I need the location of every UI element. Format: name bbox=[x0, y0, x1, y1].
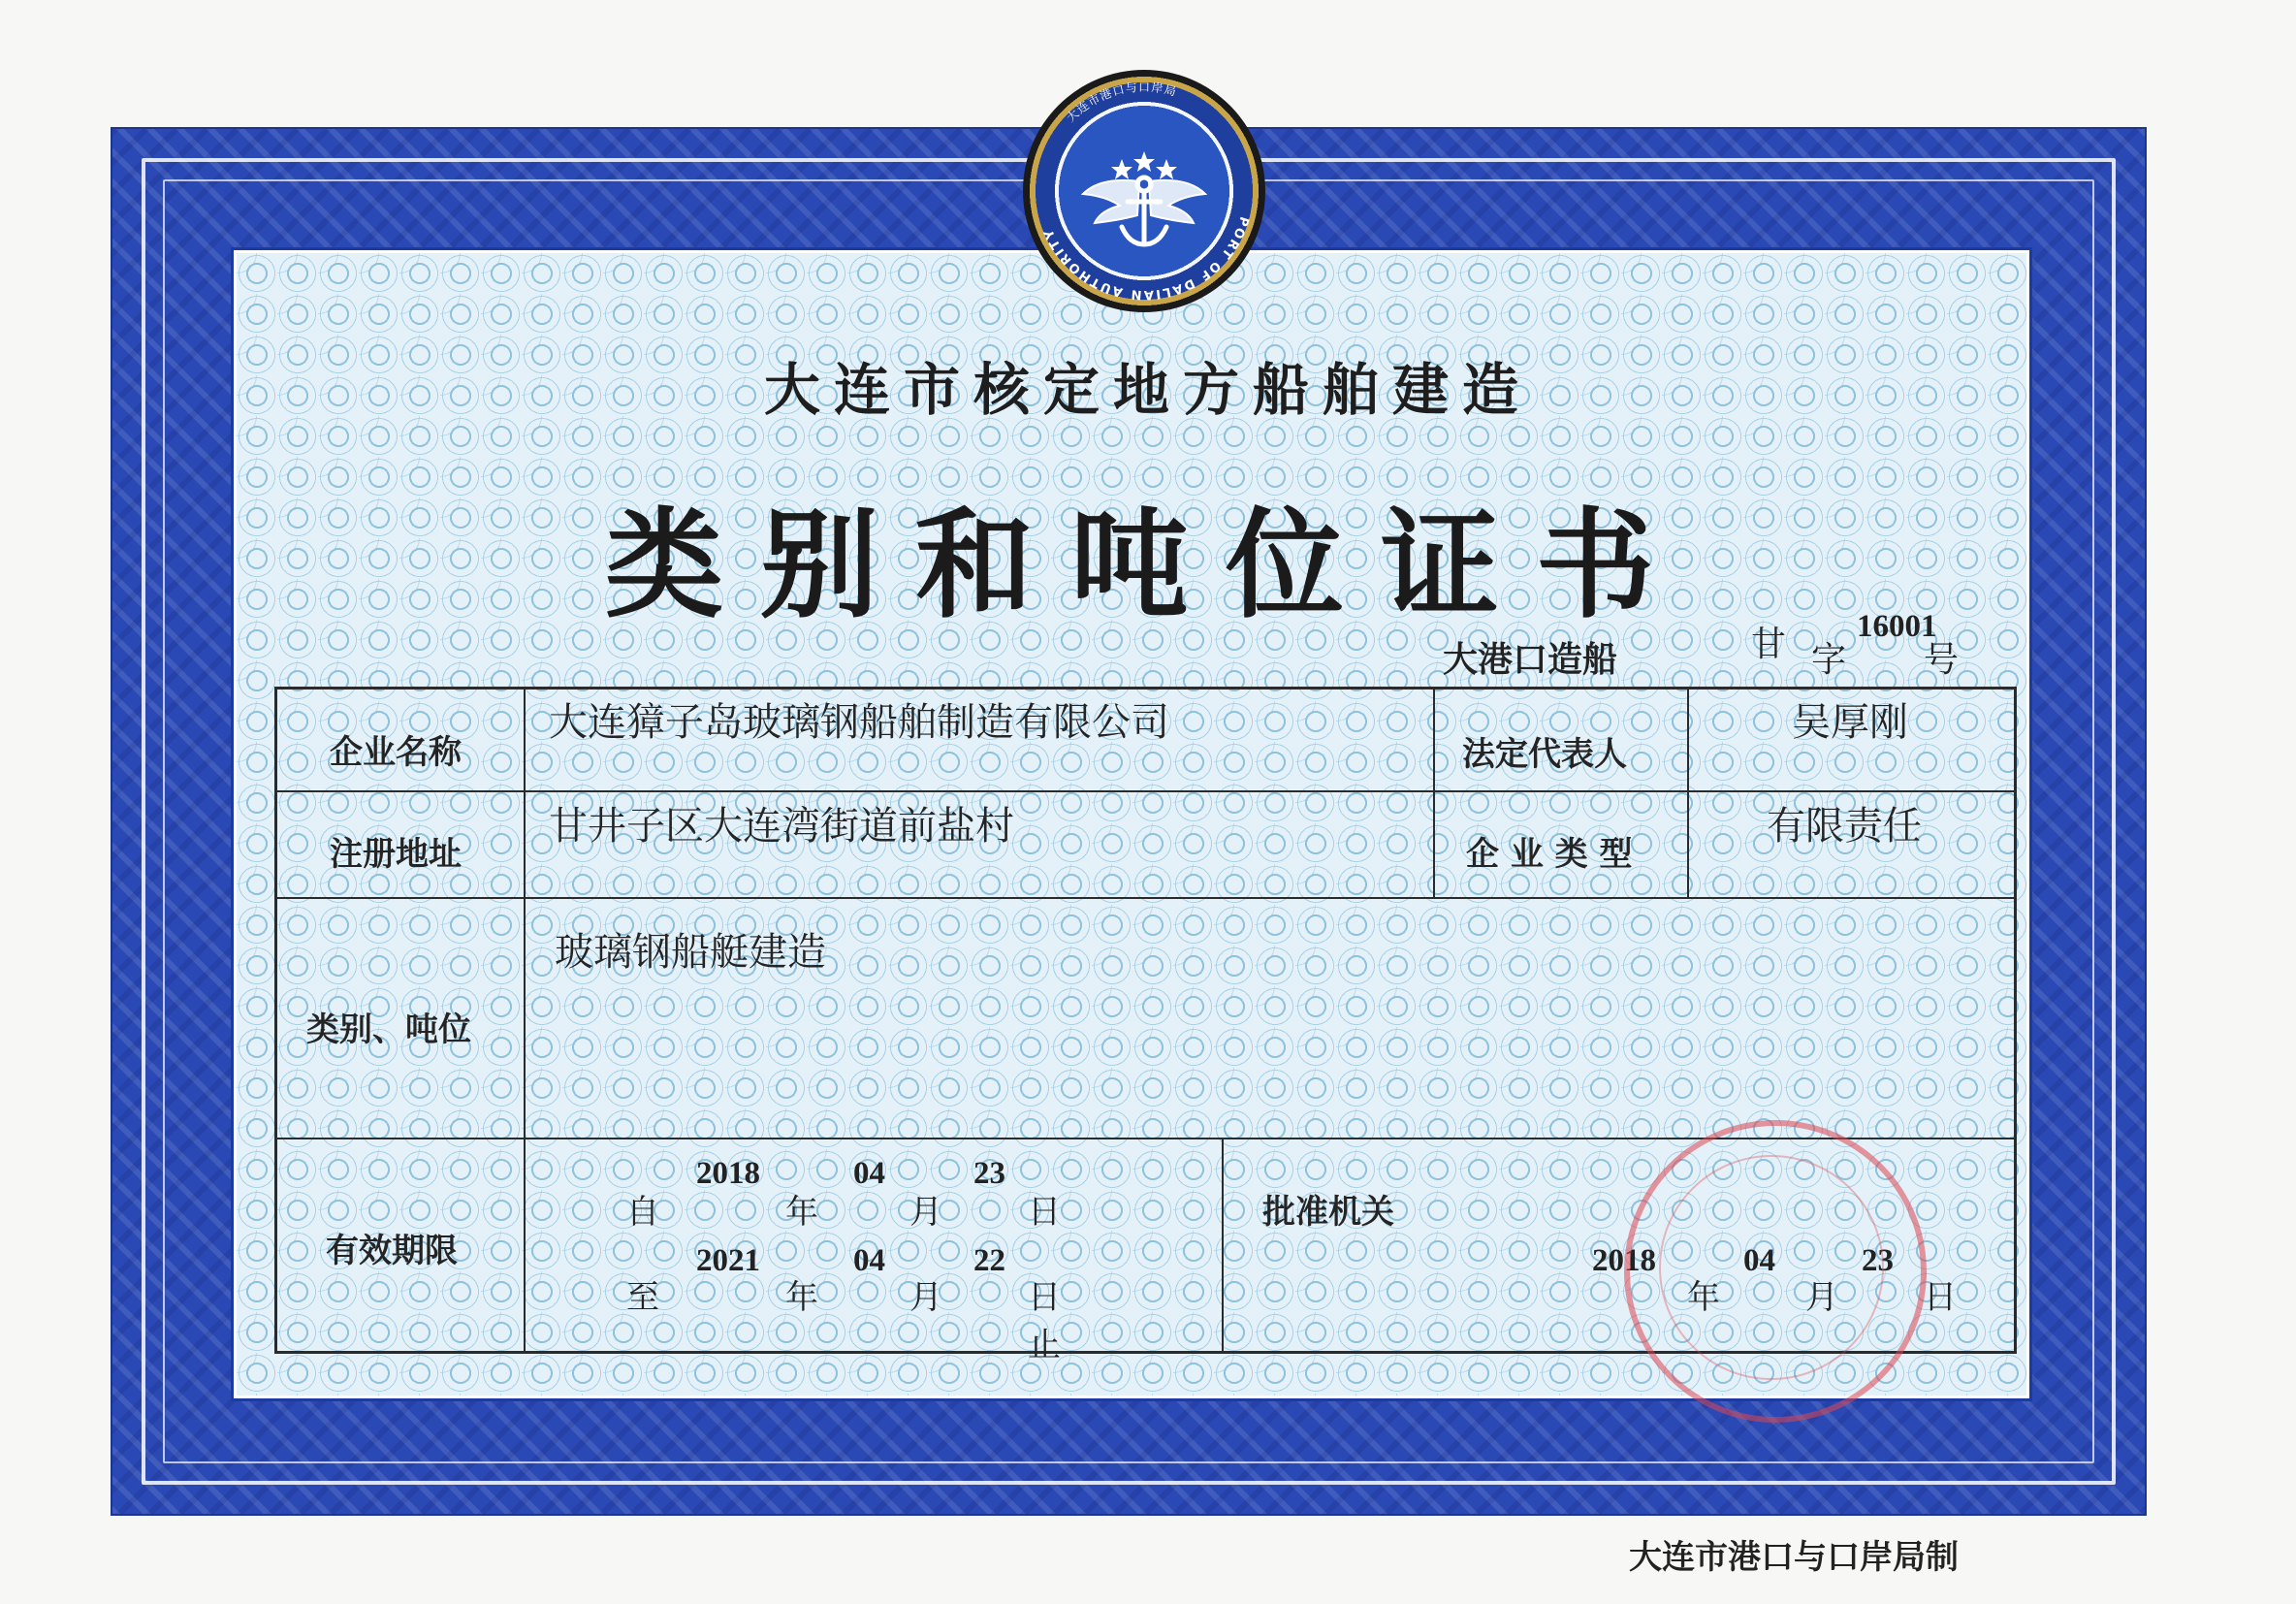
cert-number-prefix: 大港口造船 bbox=[1443, 640, 1618, 680]
emblem-ring-text-cn: 大连市港口与口岸局 bbox=[1064, 80, 1179, 125]
table-rule bbox=[274, 790, 2017, 792]
validity-to-end: 日止 bbox=[1028, 1278, 1061, 1364]
validity-to-month-unit: 月 bbox=[909, 1278, 942, 1317]
category-label: 类别、吨位 bbox=[306, 1011, 471, 1049]
category-value: 玻璃钢船艇建造 bbox=[555, 930, 826, 975]
table-rule bbox=[274, 687, 2017, 690]
approval-year: 2018 bbox=[1592, 1243, 1656, 1278]
table-rule bbox=[274, 687, 277, 1354]
address-value: 甘井子区大连湾街道前盐村 bbox=[549, 804, 1014, 849]
approval-day: 23 bbox=[1862, 1243, 1894, 1278]
approval-month-unit: 月 bbox=[1805, 1278, 1838, 1317]
approval-authority-label: 批准机关 bbox=[1262, 1193, 1394, 1232]
validity-from-day-unit: 日 bbox=[1028, 1193, 1061, 1232]
enterprise-type-value: 有限责任 bbox=[1767, 804, 1922, 849]
svg-text:大连市港口与口岸局 bbox=[1064, 80, 1179, 124]
validity-from-month-unit: 月 bbox=[909, 1193, 942, 1232]
approval-year-unit: 年 bbox=[1687, 1278, 1720, 1317]
emblem-ring-text-en: PORT OF DALIAN AUTHORITY bbox=[1040, 214, 1252, 303]
cert-number-value: 16001 bbox=[1857, 609, 1937, 644]
approval-day-unit: 日 bbox=[1924, 1278, 1957, 1317]
table-rule bbox=[1687, 687, 1689, 899]
table-rule bbox=[1433, 687, 1435, 899]
seal-inner-ring bbox=[1659, 1155, 1884, 1380]
address-label: 注册地址 bbox=[330, 835, 462, 874]
legal-rep-label: 法定代表人 bbox=[1462, 735, 1627, 774]
cert-number-gan: 甘 bbox=[1751, 625, 1787, 664]
validity-from-year-unit: 年 bbox=[785, 1193, 818, 1232]
validity-from-year: 2018 bbox=[696, 1156, 760, 1191]
port-authority-emblem bbox=[1023, 70, 1265, 312]
validity-to-day: 22 bbox=[973, 1243, 1005, 1278]
enterprise-type-label: 企 业 类 型 bbox=[1466, 835, 1633, 874]
certificate-subtitle: 大连市核定地方船舶建造 bbox=[763, 357, 1532, 423]
certificate-title: 类别和吨位证书 bbox=[605, 495, 1691, 634]
company-name-label: 企业名称 bbox=[330, 733, 462, 772]
validity-label: 有效期限 bbox=[326, 1232, 458, 1270]
validity-to-year: 2021 bbox=[696, 1243, 760, 1278]
validity-from-month: 04 bbox=[853, 1156, 885, 1191]
validity-to-month: 04 bbox=[853, 1243, 885, 1278]
approval-month: 04 bbox=[1743, 1243, 1775, 1278]
cert-number-zi: 字 bbox=[1811, 640, 1847, 680]
table-rule bbox=[2014, 687, 2017, 1354]
validity-from-day: 23 bbox=[973, 1156, 1005, 1191]
cert-number-suffix: 号 bbox=[1924, 640, 1960, 680]
table-rule bbox=[274, 897, 2017, 899]
table-rule bbox=[524, 687, 526, 1354]
company-name-value: 大连獐子岛玻璃钢船舶制造有限公司 bbox=[549, 700, 1169, 745]
validity-to-word: 至 bbox=[626, 1278, 659, 1317]
validity-to-year-unit: 年 bbox=[785, 1278, 818, 1317]
legal-rep-value: 吴厚刚 bbox=[1792, 700, 1908, 745]
table-rule bbox=[1222, 1138, 1224, 1353]
official-seal-stamp bbox=[1624, 1120, 1927, 1423]
validity-from-word: 自 bbox=[626, 1193, 659, 1232]
issuer-footer: 大连市港口与口岸局制 bbox=[1629, 1538, 1959, 1577]
